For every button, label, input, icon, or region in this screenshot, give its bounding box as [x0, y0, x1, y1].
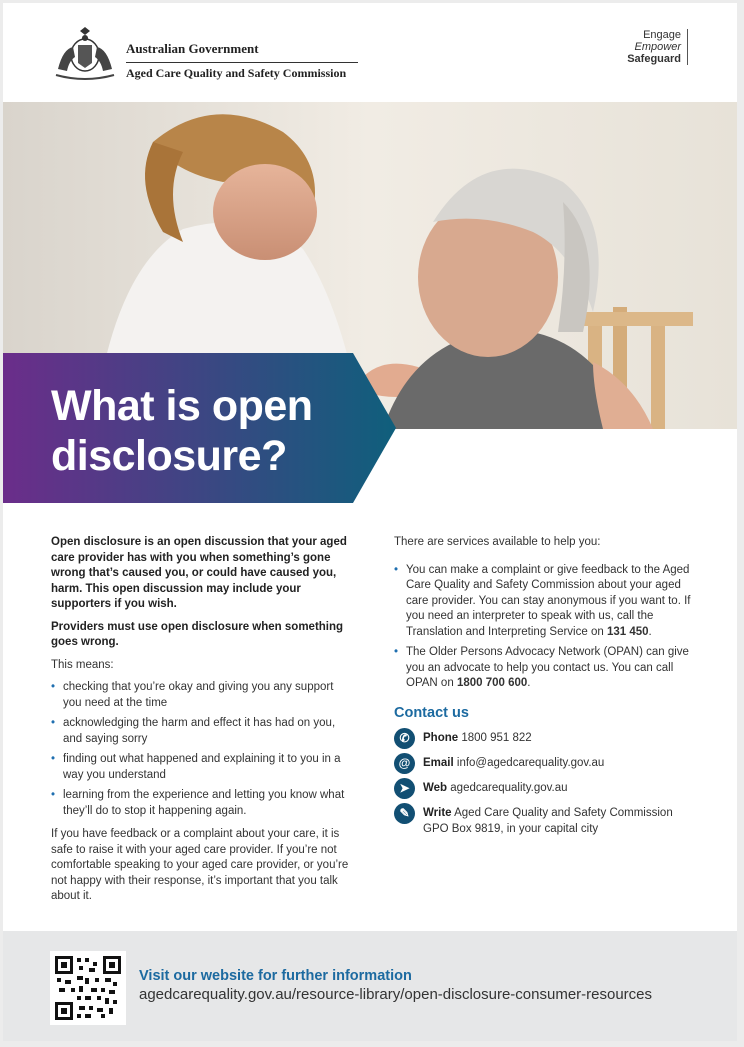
right-column — [394, 535, 694, 840]
closing-paragraph: If you have feedback or a complaint about your care, it is safe to raise it with your aged care provider. If you’re not comfortable speaking to your aged care provider, or you’re not happy with their response, it’s important that you talk about it. — [51, 828, 349, 902]
footer-heading: Visit our website for further information — [139, 968, 412, 984]
list-item: • You can make a complaint or give feedback to the Aged Care Quality and Safety Commission about your aged care provider. You can stay anonymous if you want to. If you need an interpreter to speak with us, call the Translation and Interpreting Service on 131 450. — [394, 563, 691, 638]
list-item: • acknowledging the harm and effect it has had on you, and saying sorry — [51, 717, 336, 745]
opan-phone-number: 1800 700 600 — [456, 677, 528, 689]
bullet-icon: • — [51, 753, 56, 765]
means-list — [51, 680, 351, 819]
email-link[interactable]: info@agedcarequality.gov.au — [456, 757, 605, 769]
phone-icon: ✆ — [394, 728, 415, 749]
bullet-icon: • — [51, 789, 56, 801]
intro-paragraph: Open disclosure is an open discussion that your aged care provider has with you when something’s gone wrong that’s caused you, or could have caused you, harm. This open discussion may include your supporters if you wish. — [51, 536, 347, 610]
bullet-icon: • — [51, 717, 56, 729]
bullet-icon: • — [394, 563, 399, 576]
contact-label: Write — [423, 807, 452, 819]
footer — [3, 931, 737, 1041]
contact-label: Email — [423, 757, 454, 769]
contact-write — [394, 806, 694, 837]
contact-email — [394, 756, 694, 778]
coat-of-arms-icon — [50, 25, 120, 81]
pen-icon: ✎ — [394, 803, 415, 824]
means-label: This means: — [51, 658, 114, 671]
government-name: Australian Government — [126, 41, 358, 63]
tagline — [627, 29, 688, 65]
bullet-icon: • — [394, 646, 399, 658]
contact-web — [394, 781, 694, 803]
at-icon: @ — [394, 753, 415, 774]
services-intro: There are services available to help you: — [394, 536, 601, 548]
providers-paragraph: Providers must use open disclosure when something goes wrong. — [51, 620, 344, 648]
tagline-safeguard: Safeguard — [627, 53, 681, 65]
website-link[interactable]: agedcarequality.gov.au — [450, 782, 568, 794]
tagline-empower: Empower — [634, 41, 681, 53]
list-item: • The Older Persons Advocacy Network (OPAN) can give you an advocate to help you contact us. You can call OPAN on 1800 700 600. — [394, 646, 689, 689]
list-item: • finding out what happened and explaining it to you in a way you understand — [51, 753, 341, 781]
list-item: • checking that you’re okay and giving you any support you need at the time — [51, 681, 334, 709]
title-line-1: What is open — [51, 382, 313, 430]
bullet-icon: • — [51, 681, 56, 693]
tagline-engage: Engage — [643, 29, 681, 41]
page-title — [51, 381, 371, 481]
qr-code-icon[interactable] — [50, 951, 126, 1025]
contact-phone — [394, 731, 694, 753]
cursor-icon: ➤ — [394, 778, 415, 799]
left-column — [51, 535, 351, 912]
contact-label: Phone — [423, 732, 459, 744]
contact-label: Web — [423, 782, 448, 794]
phone-number[interactable]: 1800 951 822 — [461, 732, 532, 744]
contact-heading: Contact us — [394, 704, 469, 721]
footer-url-link[interactable]: agedcarequality.gov.au/resource-library/open-disclosure-consumer-resources — [139, 986, 653, 1003]
government-logo — [126, 41, 358, 81]
postal-address: Aged Care Quality and Safety Commission GPO Box 9819, in your capital city — [423, 807, 673, 835]
tis-phone-number: 131 450 — [606, 625, 649, 638]
agency-name: Aged Care Quality and Safety Commission — [126, 66, 347, 80]
list-item: • learning from the experience and letting you know what they’ll do to stop it happening again. — [51, 789, 345, 817]
page — [3, 3, 737, 1041]
title-line-2: disclosure? — [51, 432, 287, 480]
services-list — [394, 563, 694, 692]
